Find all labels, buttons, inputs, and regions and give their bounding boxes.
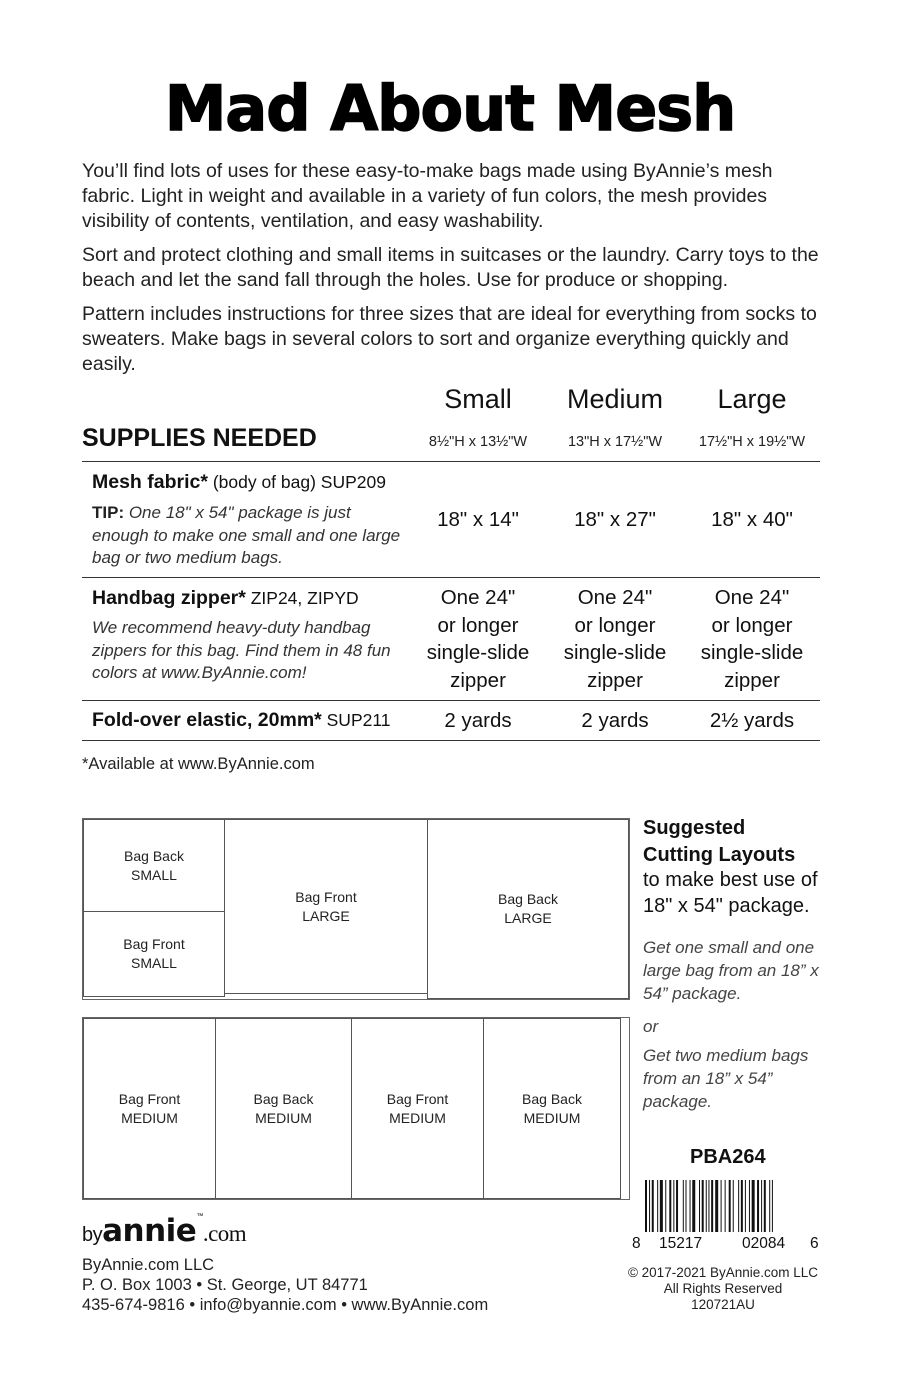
piece-size: LARGE [504,910,552,926]
piece-size: MEDIUM [255,1109,312,1126]
item-fold-over-elastic [92,709,391,732]
layout-piece-bag-front-medium [351,1018,484,1199]
heading-line: Cutting Layouts [643,844,796,866]
rights-reserved: All Rights Reserved [663,1281,783,1296]
size-header-large: Large [717,384,787,414]
cell-zipper-large [677,584,827,694]
cell-line: or longer [574,613,656,637]
cell-line: One 24" [440,586,516,609]
suggested-subtitle: to make best use of 18" x 54" package. [643,869,818,917]
cutting-layout-small-large [82,818,630,1000]
size-dims-small: 8½"H x 13½"W [428,434,528,450]
cell-line: zipper [587,668,643,692]
barcode-digits-left: 15217 [659,1235,703,1252]
cell-elastic-small: 2 yards [444,709,512,732]
suggested-note-2: Get two medium bags from an 18” x 54” package. [643,1046,809,1111]
logo-name: annie [102,1213,197,1249]
piece-label: Bag Back [498,891,558,907]
cell-zipper-medium [540,584,690,694]
table-rule [82,577,820,578]
table-rule [82,461,820,462]
cell-zipper-small [403,584,553,694]
cell-mesh-large: 18" x 40" [711,508,793,531]
size-dims-medium: 13"H x 17½"W [567,434,663,450]
piece-size: LARGE [302,907,350,924]
cell-line: or longer [711,613,793,637]
table-rule [82,700,820,701]
item-name-bold: Handbag zipper* [92,587,246,609]
tip-text: One 18" x 54" package is just enough to make one small and one large bag or two medium bags. [92,503,401,567]
layout-piece-bag-back-medium [483,1018,621,1199]
layout-piece-bag-back-medium [215,1018,352,1199]
table-rule [82,740,820,741]
copyright: © 2017-2021 ByAnnie.com LLC [627,1265,819,1280]
item-mesh-fabric [92,471,386,494]
size-header-small: Small [444,384,512,414]
cell-line: single-slide [700,641,804,664]
cutting-layout-medium [82,1017,630,1200]
cell-line: One 24" [714,586,790,609]
item-name-rest: (body of bag) SUP209 [207,472,386,492]
cell-line: or longer [437,613,519,637]
piece-label: Bag Front [295,888,357,905]
item-handbag-zipper [92,587,359,610]
barcode-digits-right: 02084 [742,1235,786,1252]
tip-label: TIP: [92,503,125,522]
item-name-rest: ZIP24, ZIPYD [245,588,359,608]
company-address: P. O. Box 1003 • St. George, UT 84771 [82,1276,368,1294]
layout-piece-bag-front-small [83,911,225,997]
suggested-note-1: Get one small and one large bag from an 18” x 54” package. [643,938,819,1003]
piece-label: Bag Back [253,1090,314,1107]
piece-label: Bag Front [386,1090,449,1107]
piece-size: MEDIUM [389,1109,446,1126]
piece-label: Bag Front [118,1090,181,1107]
logo-suffix: .com [202,1221,247,1246]
heading-line: Suggested [643,817,746,839]
cell-line: One 24" [577,586,653,609]
logo-by: by [82,1224,103,1246]
cell-line: single-slide [426,641,530,664]
cell-mesh-medium: 18" x 27" [574,508,656,531]
size-header-medium: Medium [566,384,664,414]
item-name-bold: Fold-over elastic, 20mm* [92,709,322,731]
item-name-rest: SUP211 [321,710,391,730]
barcode-digit-prefix: 8 [632,1235,641,1252]
cell-line: single-slide [563,641,667,664]
cell-elastic-large: 2½ yards [709,709,795,732]
layout-piece-bag-front-medium [83,1018,216,1199]
layout-piece-bag-back-large [427,819,629,999]
cell-line: zipper [450,668,506,692]
supplies-heading: SUPPLIES NEEDED [82,424,317,452]
barcode-digit-check: 6 [810,1235,819,1252]
item-zipper-note: We recommend heavy-duty handbag zippers for this bag. Find them in 48 fun colors at www.ByAnnie.com! [92,618,391,682]
cell-mesh-small: 18" x 14" [437,508,519,531]
cell-elastic-medium: 2 yards [581,709,649,732]
size-dims-large: 17½"H x 19½"W [698,434,806,450]
piece-size: MEDIUM [523,1109,581,1126]
cell-line: zipper [724,668,780,692]
item-mesh-tip [92,502,412,570]
intro-paragraph-3: Pattern includes instructions for three sizes that are ideal for everything from socks to sweaters. Make bags in several colors to sort and organize everything quickly and easily. [82,303,817,375]
piece-label: Bag Back [522,1090,582,1107]
piece-label: Bag Back [124,847,184,864]
piece-size: MEDIUM [121,1109,178,1126]
item-name-bold: Mesh fabric* [92,471,208,493]
piece-size: SMALL [131,866,177,883]
suggested-heading [643,815,795,869]
piece-size: SMALL [131,955,177,971]
layout-piece-bag-front-large [224,819,428,994]
company-contact: 435-674-9816 • info@byannie.com • www.ByAnnie.com [82,1296,489,1314]
footnote: *Available at www.ByAnnie.com [82,755,315,773]
page-title: Mad About Mesh [164,72,736,145]
piece-label: Bag Front [123,936,185,952]
intro-paragraph-1: You’ll find lots of uses for these easy-to-make bags made using ByAnnie’s mesh fabric. Light in weight and available in a variety of fun colors, the mesh provides visibility of contents, ventilation, and easy washability. [82,160,773,232]
barcode-icon [645,1180,817,1232]
byannie-logo [82,1213,246,1249]
suggested-or: or [643,1017,659,1036]
company-name: ByAnnie.com LLC [82,1256,215,1274]
intro-paragraph-2: Sort and protect clothing and small items in suitcases or the laundry. Carry toys to the beach and let the sand fall through the holes. Use for produce or shopping. [82,244,819,291]
product-code: PBA264 [690,1146,766,1168]
layout-piece-bag-back-small [83,819,225,912]
print-code: 120721AU [691,1297,755,1312]
logo-tm: ™ [196,1213,203,1220]
